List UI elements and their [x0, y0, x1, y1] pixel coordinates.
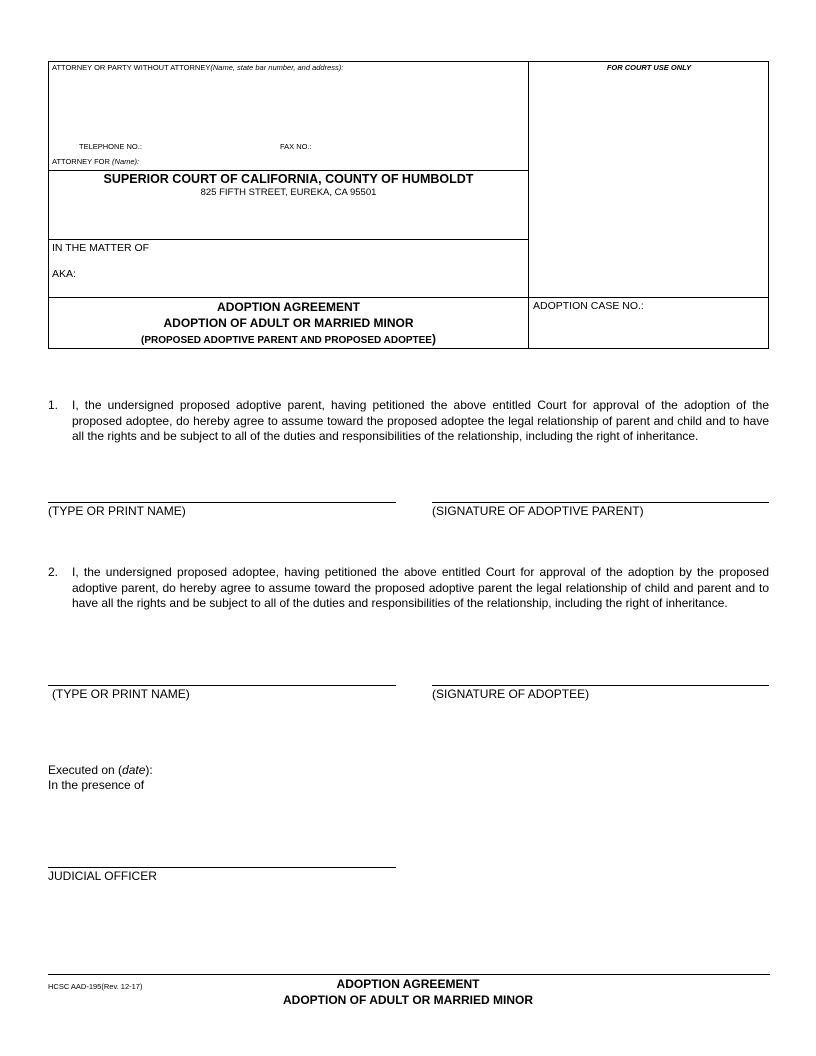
judicial-officer-line[interactable]	[48, 867, 396, 868]
executed-suffix: ):	[145, 763, 153, 777]
section2-signature-line[interactable]	[432, 685, 769, 686]
title-section-divider	[48, 297, 769, 298]
attorney-section-divider	[48, 170, 529, 171]
executed-date-hint: date	[122, 763, 146, 777]
executed-on-label	[48, 763, 153, 777]
attorney-for-text: ATTORNEY FOR	[52, 157, 110, 166]
section2-signature-label: (SIGNATURE OF ADOPTEE)	[432, 687, 590, 701]
court-name: SUPERIOR COURT OF CALIFORNIA, COUNTY OF HUMBOLDT	[103, 172, 474, 186]
court-section-divider	[48, 239, 529, 240]
attorney-for-hint: (Name):	[112, 157, 140, 166]
court-use-text: FOR COURT USE ONLY	[606, 63, 692, 72]
section1-number: 1.	[48, 398, 59, 412]
presence-label: In the presence of	[48, 778, 145, 792]
judicial-officer-label: JUDICIAL OFFICER	[48, 869, 157, 883]
attorney-label	[52, 63, 343, 72]
section1-name-line[interactable]	[48, 502, 396, 503]
executed-prefix: Executed on (	[48, 763, 123, 777]
footer-title-line1: ADOPTION AGREEMENT	[336, 977, 480, 991]
court-use-label	[529, 63, 769, 72]
telephone-label: TELEPHONE NO.:	[79, 142, 142, 151]
form-title-line2: ADOPTION OF ADULT OR MARRIED MINOR	[163, 316, 414, 330]
section2-name-label: (TYPE OR PRINT NAME)	[52, 687, 190, 701]
form-id: HCSC AAD-195(Rev. 12-17)	[48, 982, 143, 991]
form-title-line3	[48, 332, 529, 346]
aka-label: AKA:	[52, 268, 76, 280]
section2-name-line[interactable]	[48, 685, 396, 686]
attorney-label-hint: (Name, state bar number, and address):	[210, 63, 344, 72]
section2-text: I, the undersigned proposed adoptee, having petitioned the above entitled Court for approval of the adoption by the proposed adoptive parent, do hereby agree to assume toward the proposed adoptive parent the legal relationship of child and parent and to have all the rights and be subject to all of the duties and responsibilities of the relationship, including the right of inheritance.	[72, 565, 769, 610]
section1-text: I, the undersigned proposed adoptive parent, having petitioned the above entitled Court for approval of the adoption of the proposed adoptee, do hereby agree to assume toward the proposed adoptee the legal relationship of parent and child and to have all the rights and be subject to all of the duties and responsibilities of the relationship, including the right of inheritance.	[72, 398, 769, 443]
court-address: 825 FIFTH STREET, EUREKA, CA 95501	[200, 187, 377, 198]
form-title-line3-paren: )	[431, 332, 436, 346]
form-title-line1: ADOPTION AGREEMENT	[217, 300, 360, 314]
fax-label: FAX NO.:	[280, 142, 312, 151]
matter-label: IN THE MATTER OF	[52, 242, 150, 254]
section1-signature-line[interactable]	[432, 502, 769, 503]
section1-name-label: (TYPE OR PRINT NAME)	[48, 504, 186, 518]
footer-title-line2: ADOPTION OF ADULT OR MARRIED MINOR	[283, 993, 533, 1007]
footer-rule	[48, 974, 770, 975]
case-no-label: ADOPTION CASE NO.:	[533, 300, 644, 312]
section1-signature-label: (SIGNATURE OF ADOPTIVE PARENT)	[432, 504, 644, 518]
attorney-for-label	[52, 157, 139, 166]
form-title-line3-text: (PROPOSED ADOPTIVE PARENT AND PROPOSED ADOPTEE	[141, 335, 432, 346]
section2-number: 2.	[48, 565, 59, 579]
attorney-label-text: ATTORNEY OR PARTY WITHOUT ATTORNEY	[52, 63, 211, 72]
